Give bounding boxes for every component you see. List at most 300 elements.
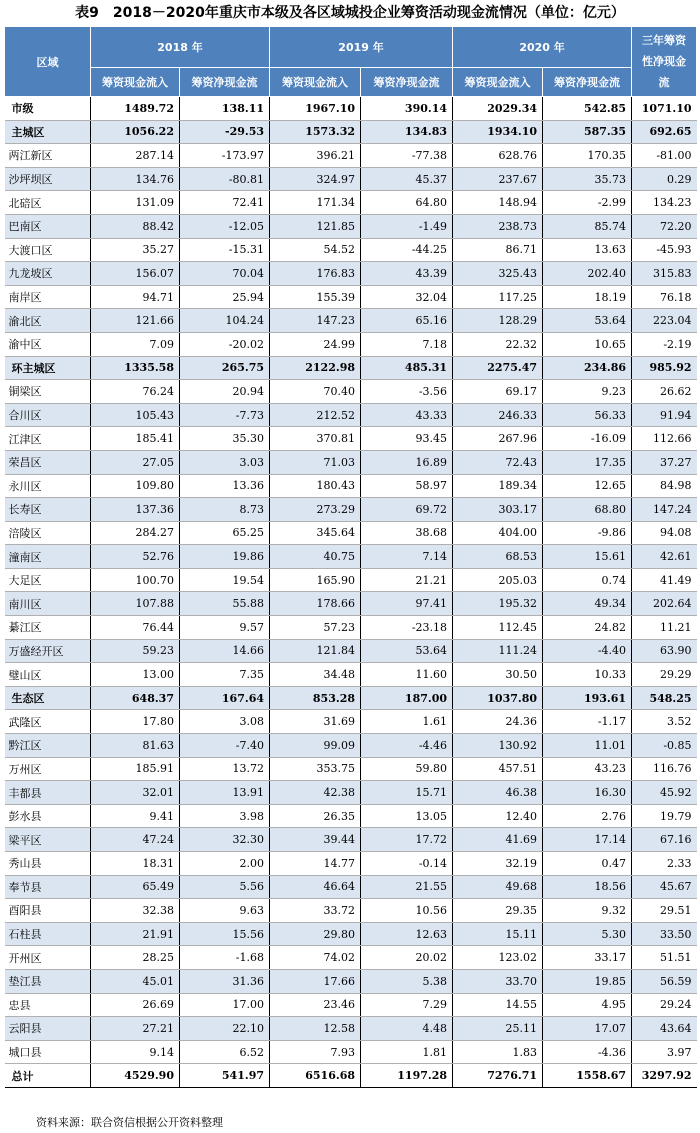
value-cell: 13.05 bbox=[361, 804, 453, 828]
value-cell: 18.19 bbox=[543, 285, 632, 309]
value-cell: 32.01 bbox=[91, 781, 180, 805]
header-net-2019: 筹资净现金流 bbox=[361, 68, 453, 97]
value-cell: 2122.98 bbox=[270, 356, 361, 380]
value-cell: 6.52 bbox=[180, 1040, 270, 1064]
value-cell: 284.27 bbox=[91, 521, 180, 545]
value-cell: 16.30 bbox=[543, 781, 632, 805]
value-cell: 1934.10 bbox=[453, 120, 543, 144]
region-name-cell: 万州区 bbox=[5, 757, 91, 781]
value-cell: 137.36 bbox=[91, 498, 180, 522]
value-cell: 97.41 bbox=[361, 592, 453, 616]
value-cell: 34.48 bbox=[270, 663, 361, 687]
value-cell: 25.94 bbox=[180, 285, 270, 309]
value-cell: 1197.28 bbox=[361, 1064, 453, 1088]
value-cell: 9.32 bbox=[543, 899, 632, 923]
value-cell: 185.41 bbox=[91, 427, 180, 451]
region-name-cell: 大渡口区 bbox=[5, 238, 91, 262]
value-cell: 324.97 bbox=[270, 167, 361, 191]
table-row bbox=[5, 686, 697, 710]
value-cell: 14.66 bbox=[180, 639, 270, 663]
value-cell: 165.90 bbox=[270, 568, 361, 592]
region-name-cell: 两江新区 bbox=[5, 144, 91, 168]
value-cell: 117.25 bbox=[453, 285, 543, 309]
value-cell: 47.24 bbox=[91, 828, 180, 852]
table-row bbox=[5, 498, 697, 522]
value-cell: 17.00 bbox=[180, 993, 270, 1017]
header-year-2018: 2018 年 bbox=[91, 27, 270, 68]
table-row bbox=[5, 238, 697, 262]
value-cell: 67.16 bbox=[632, 828, 697, 852]
table-row bbox=[5, 852, 697, 876]
table-row bbox=[5, 1040, 697, 1064]
value-cell: 15.71 bbox=[361, 781, 453, 805]
table-row bbox=[5, 969, 697, 993]
value-cell: -7.73 bbox=[180, 403, 270, 427]
value-cell: 29.35 bbox=[453, 899, 543, 923]
value-cell: 10.56 bbox=[361, 899, 453, 923]
value-cell: 238.73 bbox=[453, 214, 543, 238]
value-cell: 46.38 bbox=[453, 781, 543, 805]
value-cell: 237.67 bbox=[453, 167, 543, 191]
value-cell: 54.52 bbox=[270, 238, 361, 262]
value-cell: 68.80 bbox=[543, 498, 632, 522]
value-cell: 17.07 bbox=[543, 1017, 632, 1041]
value-cell: -4.36 bbox=[543, 1040, 632, 1064]
value-cell: 148.94 bbox=[453, 191, 543, 215]
value-cell: 35.27 bbox=[91, 238, 180, 262]
region-name-cell: 云阳县 bbox=[5, 1017, 91, 1041]
source-note: 资料来源：联合资信根据公开资料整理 bbox=[36, 1116, 223, 1129]
region-name-cell: 环主城区 bbox=[5, 356, 91, 380]
value-cell: -9.86 bbox=[543, 521, 632, 545]
table-row bbox=[5, 922, 697, 946]
value-cell: 52.76 bbox=[91, 545, 180, 569]
table-row bbox=[5, 734, 697, 758]
value-cell: 41.69 bbox=[453, 828, 543, 852]
value-cell: 43.33 bbox=[361, 403, 453, 427]
value-cell: 13.63 bbox=[543, 238, 632, 262]
region-name-cell: 綦江区 bbox=[5, 616, 91, 640]
region-name-cell: 南岸区 bbox=[5, 285, 91, 309]
value-cell: 12.58 bbox=[270, 1017, 361, 1041]
value-cell: 7.35 bbox=[180, 663, 270, 687]
value-cell: 3.52 bbox=[632, 710, 697, 734]
value-cell: 26.69 bbox=[91, 993, 180, 1017]
value-cell: 457.51 bbox=[453, 757, 543, 781]
region-name-cell: 万盛经开区 bbox=[5, 639, 91, 663]
value-cell: 19.54 bbox=[180, 568, 270, 592]
table-row bbox=[5, 639, 697, 663]
value-cell: 2.33 bbox=[632, 852, 697, 876]
value-cell: 648.37 bbox=[91, 686, 180, 710]
table-row bbox=[5, 167, 697, 191]
value-cell: 6516.68 bbox=[270, 1064, 361, 1088]
value-cell: 10.65 bbox=[543, 332, 632, 356]
value-cell: 4.48 bbox=[361, 1017, 453, 1041]
value-cell: 109.80 bbox=[91, 474, 180, 498]
value-cell: 131.09 bbox=[91, 191, 180, 215]
value-cell: 94.71 bbox=[91, 285, 180, 309]
value-cell: 155.39 bbox=[270, 285, 361, 309]
value-cell: -3.56 bbox=[361, 380, 453, 404]
value-cell: 147.23 bbox=[270, 309, 361, 333]
region-name-cell: 璧山区 bbox=[5, 663, 91, 687]
value-cell: 370.81 bbox=[270, 427, 361, 451]
value-cell: 42.38 bbox=[270, 781, 361, 805]
region-name-cell: 涪陵区 bbox=[5, 521, 91, 545]
region-name-cell: 丰都县 bbox=[5, 781, 91, 805]
value-cell: 100.70 bbox=[91, 568, 180, 592]
region-name-cell: 忠县 bbox=[5, 993, 91, 1017]
table-row bbox=[5, 191, 697, 215]
value-cell: 853.28 bbox=[270, 686, 361, 710]
value-cell: 1967.10 bbox=[270, 97, 361, 121]
value-cell: 5.56 bbox=[180, 875, 270, 899]
value-cell: -77.38 bbox=[361, 144, 453, 168]
value-cell: 4529.90 bbox=[91, 1064, 180, 1088]
value-cell: 1573.32 bbox=[270, 120, 361, 144]
value-cell: 9.63 bbox=[180, 899, 270, 923]
value-cell: 246.33 bbox=[453, 403, 543, 427]
table-row bbox=[5, 663, 697, 687]
value-cell: 7.14 bbox=[361, 545, 453, 569]
value-cell: -0.85 bbox=[632, 734, 697, 758]
value-cell: 20.94 bbox=[180, 380, 270, 404]
value-cell: 212.52 bbox=[270, 403, 361, 427]
value-cell: 26.35 bbox=[270, 804, 361, 828]
value-cell: 13.00 bbox=[91, 663, 180, 687]
value-cell: 9.14 bbox=[91, 1040, 180, 1064]
value-cell: 223.04 bbox=[632, 309, 697, 333]
value-cell: 32.38 bbox=[91, 899, 180, 923]
value-cell: 353.75 bbox=[270, 757, 361, 781]
value-cell: 86.71 bbox=[453, 238, 543, 262]
region-name-cell: 九龙坡区 bbox=[5, 262, 91, 286]
value-cell: 180.43 bbox=[270, 474, 361, 498]
table-row bbox=[5, 875, 697, 899]
table-row bbox=[5, 403, 697, 427]
value-cell: 21.55 bbox=[361, 875, 453, 899]
value-cell: 37.27 bbox=[632, 450, 697, 474]
table-row bbox=[5, 97, 697, 121]
value-cell: 1.83 bbox=[453, 1040, 543, 1064]
value-cell: 40.75 bbox=[270, 545, 361, 569]
value-cell: 65.25 bbox=[180, 521, 270, 545]
value-cell: 70.40 bbox=[270, 380, 361, 404]
value-cell: 70.04 bbox=[180, 262, 270, 286]
value-cell: 43.23 bbox=[543, 757, 632, 781]
header-year-2020: 2020 年 bbox=[453, 27, 632, 68]
region-name-cell: 石柱县 bbox=[5, 922, 91, 946]
value-cell: 33.72 bbox=[270, 899, 361, 923]
region-name-cell: 生态区 bbox=[5, 686, 91, 710]
value-cell: 17.72 bbox=[361, 828, 453, 852]
value-cell: 76.44 bbox=[91, 616, 180, 640]
value-cell: 31.69 bbox=[270, 710, 361, 734]
table-row bbox=[5, 545, 697, 569]
value-cell: 273.29 bbox=[270, 498, 361, 522]
region-name-cell: 巴南区 bbox=[5, 214, 91, 238]
value-cell: 1056.22 bbox=[91, 120, 180, 144]
value-cell: 65.16 bbox=[361, 309, 453, 333]
value-cell: 134.83 bbox=[361, 120, 453, 144]
value-cell: 2.76 bbox=[543, 804, 632, 828]
value-cell: 171.34 bbox=[270, 191, 361, 215]
value-cell: 112.66 bbox=[632, 427, 697, 451]
table-row bbox=[5, 474, 697, 498]
value-cell: -12.05 bbox=[180, 214, 270, 238]
value-cell: 5.38 bbox=[361, 969, 453, 993]
value-cell: 56.59 bbox=[632, 969, 697, 993]
value-cell: 404.00 bbox=[453, 521, 543, 545]
value-cell: -2.19 bbox=[632, 332, 697, 356]
header-net-2020: 筹资净现金流 bbox=[543, 68, 632, 97]
value-cell: 170.35 bbox=[543, 144, 632, 168]
value-cell: 24.36 bbox=[453, 710, 543, 734]
value-cell: -1.17 bbox=[543, 710, 632, 734]
value-cell: 7.18 bbox=[361, 332, 453, 356]
value-cell: -80.81 bbox=[180, 167, 270, 191]
value-cell: 10.33 bbox=[543, 663, 632, 687]
value-cell: 1558.67 bbox=[543, 1064, 632, 1088]
value-cell: 93.45 bbox=[361, 427, 453, 451]
table-row bbox=[5, 356, 697, 380]
value-cell: 19.86 bbox=[180, 545, 270, 569]
value-cell: 41.49 bbox=[632, 568, 697, 592]
value-cell: 20.02 bbox=[361, 946, 453, 970]
value-cell: 58.97 bbox=[361, 474, 453, 498]
value-cell: 345.64 bbox=[270, 521, 361, 545]
table-row bbox=[5, 993, 697, 1017]
table-row bbox=[5, 899, 697, 923]
value-cell: 24.82 bbox=[543, 616, 632, 640]
value-cell: 53.64 bbox=[361, 639, 453, 663]
value-cell: 0.74 bbox=[543, 568, 632, 592]
value-cell: 81.63 bbox=[91, 734, 180, 758]
header-three-year-net: 三年筹资性净现金流 bbox=[632, 27, 697, 97]
value-cell: 39.44 bbox=[270, 828, 361, 852]
region-name-cell: 彭水县 bbox=[5, 804, 91, 828]
value-cell: 156.07 bbox=[91, 262, 180, 286]
value-cell: 76.24 bbox=[91, 380, 180, 404]
value-cell: 267.96 bbox=[453, 427, 543, 451]
value-cell: 1489.72 bbox=[91, 97, 180, 121]
value-cell: 123.02 bbox=[453, 946, 543, 970]
value-cell: 390.14 bbox=[361, 97, 453, 121]
value-cell: 0.29 bbox=[632, 167, 697, 191]
region-name-cell: 酉阳县 bbox=[5, 899, 91, 923]
value-cell: 25.11 bbox=[453, 1017, 543, 1041]
header-year-2019: 2019 年 bbox=[270, 27, 453, 68]
value-cell: 189.34 bbox=[453, 474, 543, 498]
value-cell: 12.65 bbox=[543, 474, 632, 498]
value-cell: 104.24 bbox=[180, 309, 270, 333]
table-row bbox=[5, 804, 697, 828]
value-cell: 35.73 bbox=[543, 167, 632, 191]
region-name-cell: 开州区 bbox=[5, 946, 91, 970]
value-cell: 57.23 bbox=[270, 616, 361, 640]
table-row bbox=[5, 568, 697, 592]
value-cell: -7.40 bbox=[180, 734, 270, 758]
value-cell: 9.41 bbox=[91, 804, 180, 828]
value-cell: 26.62 bbox=[632, 380, 697, 404]
header-inflow-2019: 筹资现金流入 bbox=[270, 68, 361, 97]
value-cell: 68.53 bbox=[453, 545, 543, 569]
value-cell: 19.85 bbox=[543, 969, 632, 993]
table-row bbox=[5, 285, 697, 309]
table-row bbox=[5, 309, 697, 333]
header-inflow-2018: 筹资现金流入 bbox=[91, 68, 180, 97]
region-name-cell: 南川区 bbox=[5, 592, 91, 616]
value-cell: 21.21 bbox=[361, 568, 453, 592]
value-cell: 12.63 bbox=[361, 922, 453, 946]
value-cell: 85.74 bbox=[543, 214, 632, 238]
value-cell: 1037.80 bbox=[453, 686, 543, 710]
value-cell: 53.64 bbox=[543, 309, 632, 333]
value-cell: 35.30 bbox=[180, 427, 270, 451]
value-cell: 45.92 bbox=[632, 781, 697, 805]
value-cell: 265.75 bbox=[180, 356, 270, 380]
value-cell: -4.46 bbox=[361, 734, 453, 758]
header-net-2018: 筹资净现金流 bbox=[180, 68, 270, 97]
value-cell: 65.49 bbox=[91, 875, 180, 899]
value-cell: 3297.92 bbox=[632, 1064, 697, 1088]
value-cell: 33.50 bbox=[632, 922, 697, 946]
value-cell: 195.32 bbox=[453, 592, 543, 616]
table-row bbox=[5, 828, 697, 852]
table-row bbox=[5, 427, 697, 451]
value-cell: -2.99 bbox=[543, 191, 632, 215]
value-cell: 21.91 bbox=[91, 922, 180, 946]
region-name-cell: 荣昌区 bbox=[5, 450, 91, 474]
value-cell: 3.98 bbox=[180, 804, 270, 828]
value-cell: 628.76 bbox=[453, 144, 543, 168]
value-cell: 72.20 bbox=[632, 214, 697, 238]
value-cell: 485.31 bbox=[361, 356, 453, 380]
value-cell: 55.88 bbox=[180, 592, 270, 616]
value-cell: 178.66 bbox=[270, 592, 361, 616]
value-cell: -0.14 bbox=[361, 852, 453, 876]
value-cell: 2275.47 bbox=[453, 356, 543, 380]
value-cell: 45.67 bbox=[632, 875, 697, 899]
value-cell: 76.18 bbox=[632, 285, 697, 309]
region-name-cell: 渝中区 bbox=[5, 332, 91, 356]
value-cell: 1335.58 bbox=[91, 356, 180, 380]
value-cell: 147.24 bbox=[632, 498, 697, 522]
value-cell: 542.85 bbox=[543, 97, 632, 121]
value-cell: 74.02 bbox=[270, 946, 361, 970]
region-name-cell: 永川区 bbox=[5, 474, 91, 498]
value-cell: 15.11 bbox=[453, 922, 543, 946]
value-cell: 15.56 bbox=[180, 922, 270, 946]
value-cell: 11.60 bbox=[361, 663, 453, 687]
cashflow-table bbox=[4, 26, 697, 1088]
region-name-cell: 合川区 bbox=[5, 403, 91, 427]
table-row bbox=[5, 332, 697, 356]
value-cell: 176.83 bbox=[270, 262, 361, 286]
value-cell: 111.24 bbox=[453, 639, 543, 663]
region-name-cell: 梁平区 bbox=[5, 828, 91, 852]
value-cell: 59.23 bbox=[91, 639, 180, 663]
table-row bbox=[5, 1064, 697, 1088]
value-cell: 69.17 bbox=[453, 380, 543, 404]
table-body bbox=[5, 97, 697, 1088]
value-cell: 32.19 bbox=[453, 852, 543, 876]
value-cell: -173.97 bbox=[180, 144, 270, 168]
value-cell: 38.68 bbox=[361, 521, 453, 545]
value-cell: 16.89 bbox=[361, 450, 453, 474]
value-cell: 7.29 bbox=[361, 993, 453, 1017]
value-cell: 11.21 bbox=[632, 616, 697, 640]
region-name-cell: 秀山县 bbox=[5, 852, 91, 876]
value-cell: 0.47 bbox=[543, 852, 632, 876]
region-name-cell: 市级 bbox=[5, 97, 91, 121]
value-cell: 287.14 bbox=[91, 144, 180, 168]
table-row bbox=[5, 262, 697, 286]
value-cell: 94.08 bbox=[632, 521, 697, 545]
value-cell: 8.73 bbox=[180, 498, 270, 522]
value-cell: 1.61 bbox=[361, 710, 453, 734]
value-cell: 128.29 bbox=[453, 309, 543, 333]
value-cell: 234.86 bbox=[543, 356, 632, 380]
value-cell: -44.25 bbox=[361, 238, 453, 262]
value-cell: 548.25 bbox=[632, 686, 697, 710]
table-title: 表9 2018－2020年重庆市本级及各区域城投企业筹资活动现金流情况（单位：亿元） bbox=[75, 5, 625, 21]
region-name-cell: 长寿区 bbox=[5, 498, 91, 522]
table-row bbox=[5, 450, 697, 474]
value-cell: 12.40 bbox=[453, 804, 543, 828]
table-row bbox=[5, 616, 697, 640]
value-cell: -15.31 bbox=[180, 238, 270, 262]
value-cell: 33.70 bbox=[453, 969, 543, 993]
value-cell: 4.95 bbox=[543, 993, 632, 1017]
table-row bbox=[5, 214, 697, 238]
region-name-cell: 铜梁区 bbox=[5, 380, 91, 404]
region-name-cell: 主城区 bbox=[5, 120, 91, 144]
table-row bbox=[5, 521, 697, 545]
header-inflow-2020: 筹资现金流入 bbox=[453, 68, 543, 97]
value-cell: -81.00 bbox=[632, 144, 697, 168]
value-cell: 69.72 bbox=[361, 498, 453, 522]
value-cell: 205.03 bbox=[453, 568, 543, 592]
value-cell: 9.57 bbox=[180, 616, 270, 640]
value-cell: 7.09 bbox=[91, 332, 180, 356]
value-cell: 45.37 bbox=[361, 167, 453, 191]
region-name-cell: 潼南区 bbox=[5, 545, 91, 569]
value-cell: -1.49 bbox=[361, 214, 453, 238]
value-cell: 18.56 bbox=[543, 875, 632, 899]
value-cell: 315.83 bbox=[632, 262, 697, 286]
value-cell: 3.97 bbox=[632, 1040, 697, 1064]
value-cell: -29.53 bbox=[180, 120, 270, 144]
value-cell: 7.93 bbox=[270, 1040, 361, 1064]
value-cell: 985.92 bbox=[632, 356, 697, 380]
value-cell: 121.85 bbox=[270, 214, 361, 238]
value-cell: 13.36 bbox=[180, 474, 270, 498]
value-cell: 29.29 bbox=[632, 663, 697, 687]
value-cell: 9.23 bbox=[543, 380, 632, 404]
table-row bbox=[5, 946, 697, 970]
value-cell: 27.05 bbox=[91, 450, 180, 474]
value-cell: 116.76 bbox=[632, 757, 697, 781]
value-cell: 1.81 bbox=[361, 1040, 453, 1064]
region-name-cell: 武隆区 bbox=[5, 710, 91, 734]
value-cell: 51.51 bbox=[632, 946, 697, 970]
value-cell: -20.02 bbox=[180, 332, 270, 356]
value-cell: 202.64 bbox=[632, 592, 697, 616]
value-cell: -1.68 bbox=[180, 946, 270, 970]
value-cell: 29.51 bbox=[632, 899, 697, 923]
